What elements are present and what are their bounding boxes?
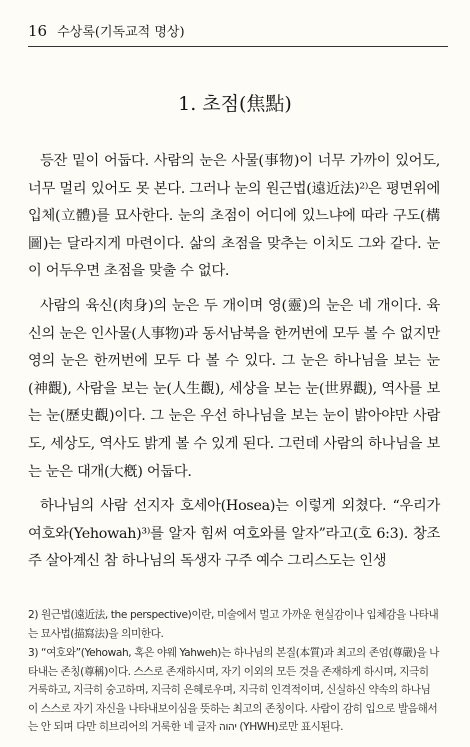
paragraph-3: 하나님의 사람 선지자 호세아(Hosea)는 이렇게 외쳤다. “우리가 여호와(Yehowah)³⁾를 알자 힘써 여호와를 알자”라고(호 6:3). 창조주 살아계신 참 하나님의 독생자 구주 예수 그리스도는 인생 [28,498,440,570]
paragraph-1: 등잔 밑이 어둡다. 사람의 눈은 사물(事物)이 너무 가까이 있어도, 너무 멀리 있어도 못 본다. 그러나 눈의 원근법(遠近法)²⁾은 평면위에 입체(立體)를 묘사한다. 눈의 초점이 어디에 있느냐에 따라 구도(構圖)는 달라지게 마련이다. 삶의 초점을 맞추는 이치도 그와 같다. 눈이 어두우면 초점을 맞출 수 없다. [28,153,440,280]
footnotes [28,606,440,738]
footnote-2: 2) 원근법(遠近法, the perspective)이란, 미술에서 멀고 가까운 현실감이나 입체감을 나타내는 묘사법(描寫法)을 의미한다. [28,609,439,640]
running-title: 수상록(기독교적 명상) [57,25,185,40]
body-text [28,148,440,583]
paragraph-2: 사람의 육신(肉身)의 눈은 두 개이며 영(靈)의 눈은 네 개이다. 육신의 눈은 인사물(人事物)과 동서남북을 한꺼번에 모두 볼 수 없지만 영의 눈은 한꺼번에 모두 다 볼 수 있다. 그 눈은 하나님을 보는 눈(神觀), 사람을 보는 눈(人生觀), 세상을 보는 눈(世界觀), 역사를 보는 눈(歷史觀)이다. 그 눈은 우선 하나님을 보는 눈이 밝아야만 사람도, 세상도, 역사도 밝게 볼 수 있게 된다. 그런데 사람의 하나님을 보는 눈은 대개(大槪) 어둡다. [28,297,440,480]
running-header [28,22,448,47]
page-number: 16 [28,22,48,40]
section-title: 1. 초점(焦點) [178,93,292,115]
footnote-3: 3) “여호와”(Yehowah, 혹은 야웨 Yahweh)는 하나님의 본질(本質)과 최고의 존엄(尊嚴)을 나타내는 존칭(尊稱)이다. 스스로 존재하시며, 자기 이외의 모든 것을 존재하게 하시며, 지극히 거룩하고, 지극히 숭고하며, 지극히 은혜로우며, 지극히 인격적이며, 신실하신 약속의 하나님이 스스로 자기 자신을 나타내보이심을 뜻하는 최고의 존칭이다. 사람이 감히 입으로 발음해서는 안 되며 다만 히브리어의 거룩한 네 글자 יהוה (YHWH)로만 표시된다. [28,647,439,733]
